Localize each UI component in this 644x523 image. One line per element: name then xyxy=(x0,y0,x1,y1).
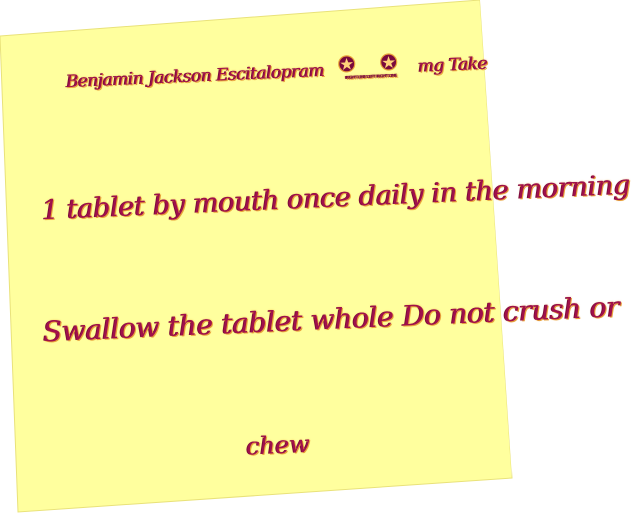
dose-instruction-start: mg Take xyxy=(417,53,488,77)
star-logo-icon xyxy=(331,51,412,82)
pharmacy-logo xyxy=(331,51,412,87)
dosage-instruction: 1 tablet by mouth once daily in the morning xyxy=(41,169,631,227)
note-header xyxy=(66,48,489,99)
swallow-instruction: Swallow the tablet whole Do not crush or xyxy=(42,290,621,349)
patient-medication-name: Benjamin Jackson Escitalopram xyxy=(65,60,325,93)
swallow-instruction-continued: chew xyxy=(245,429,311,461)
logo-text: RIGHT LINE LEFT RIGHT LINE xyxy=(345,72,398,80)
